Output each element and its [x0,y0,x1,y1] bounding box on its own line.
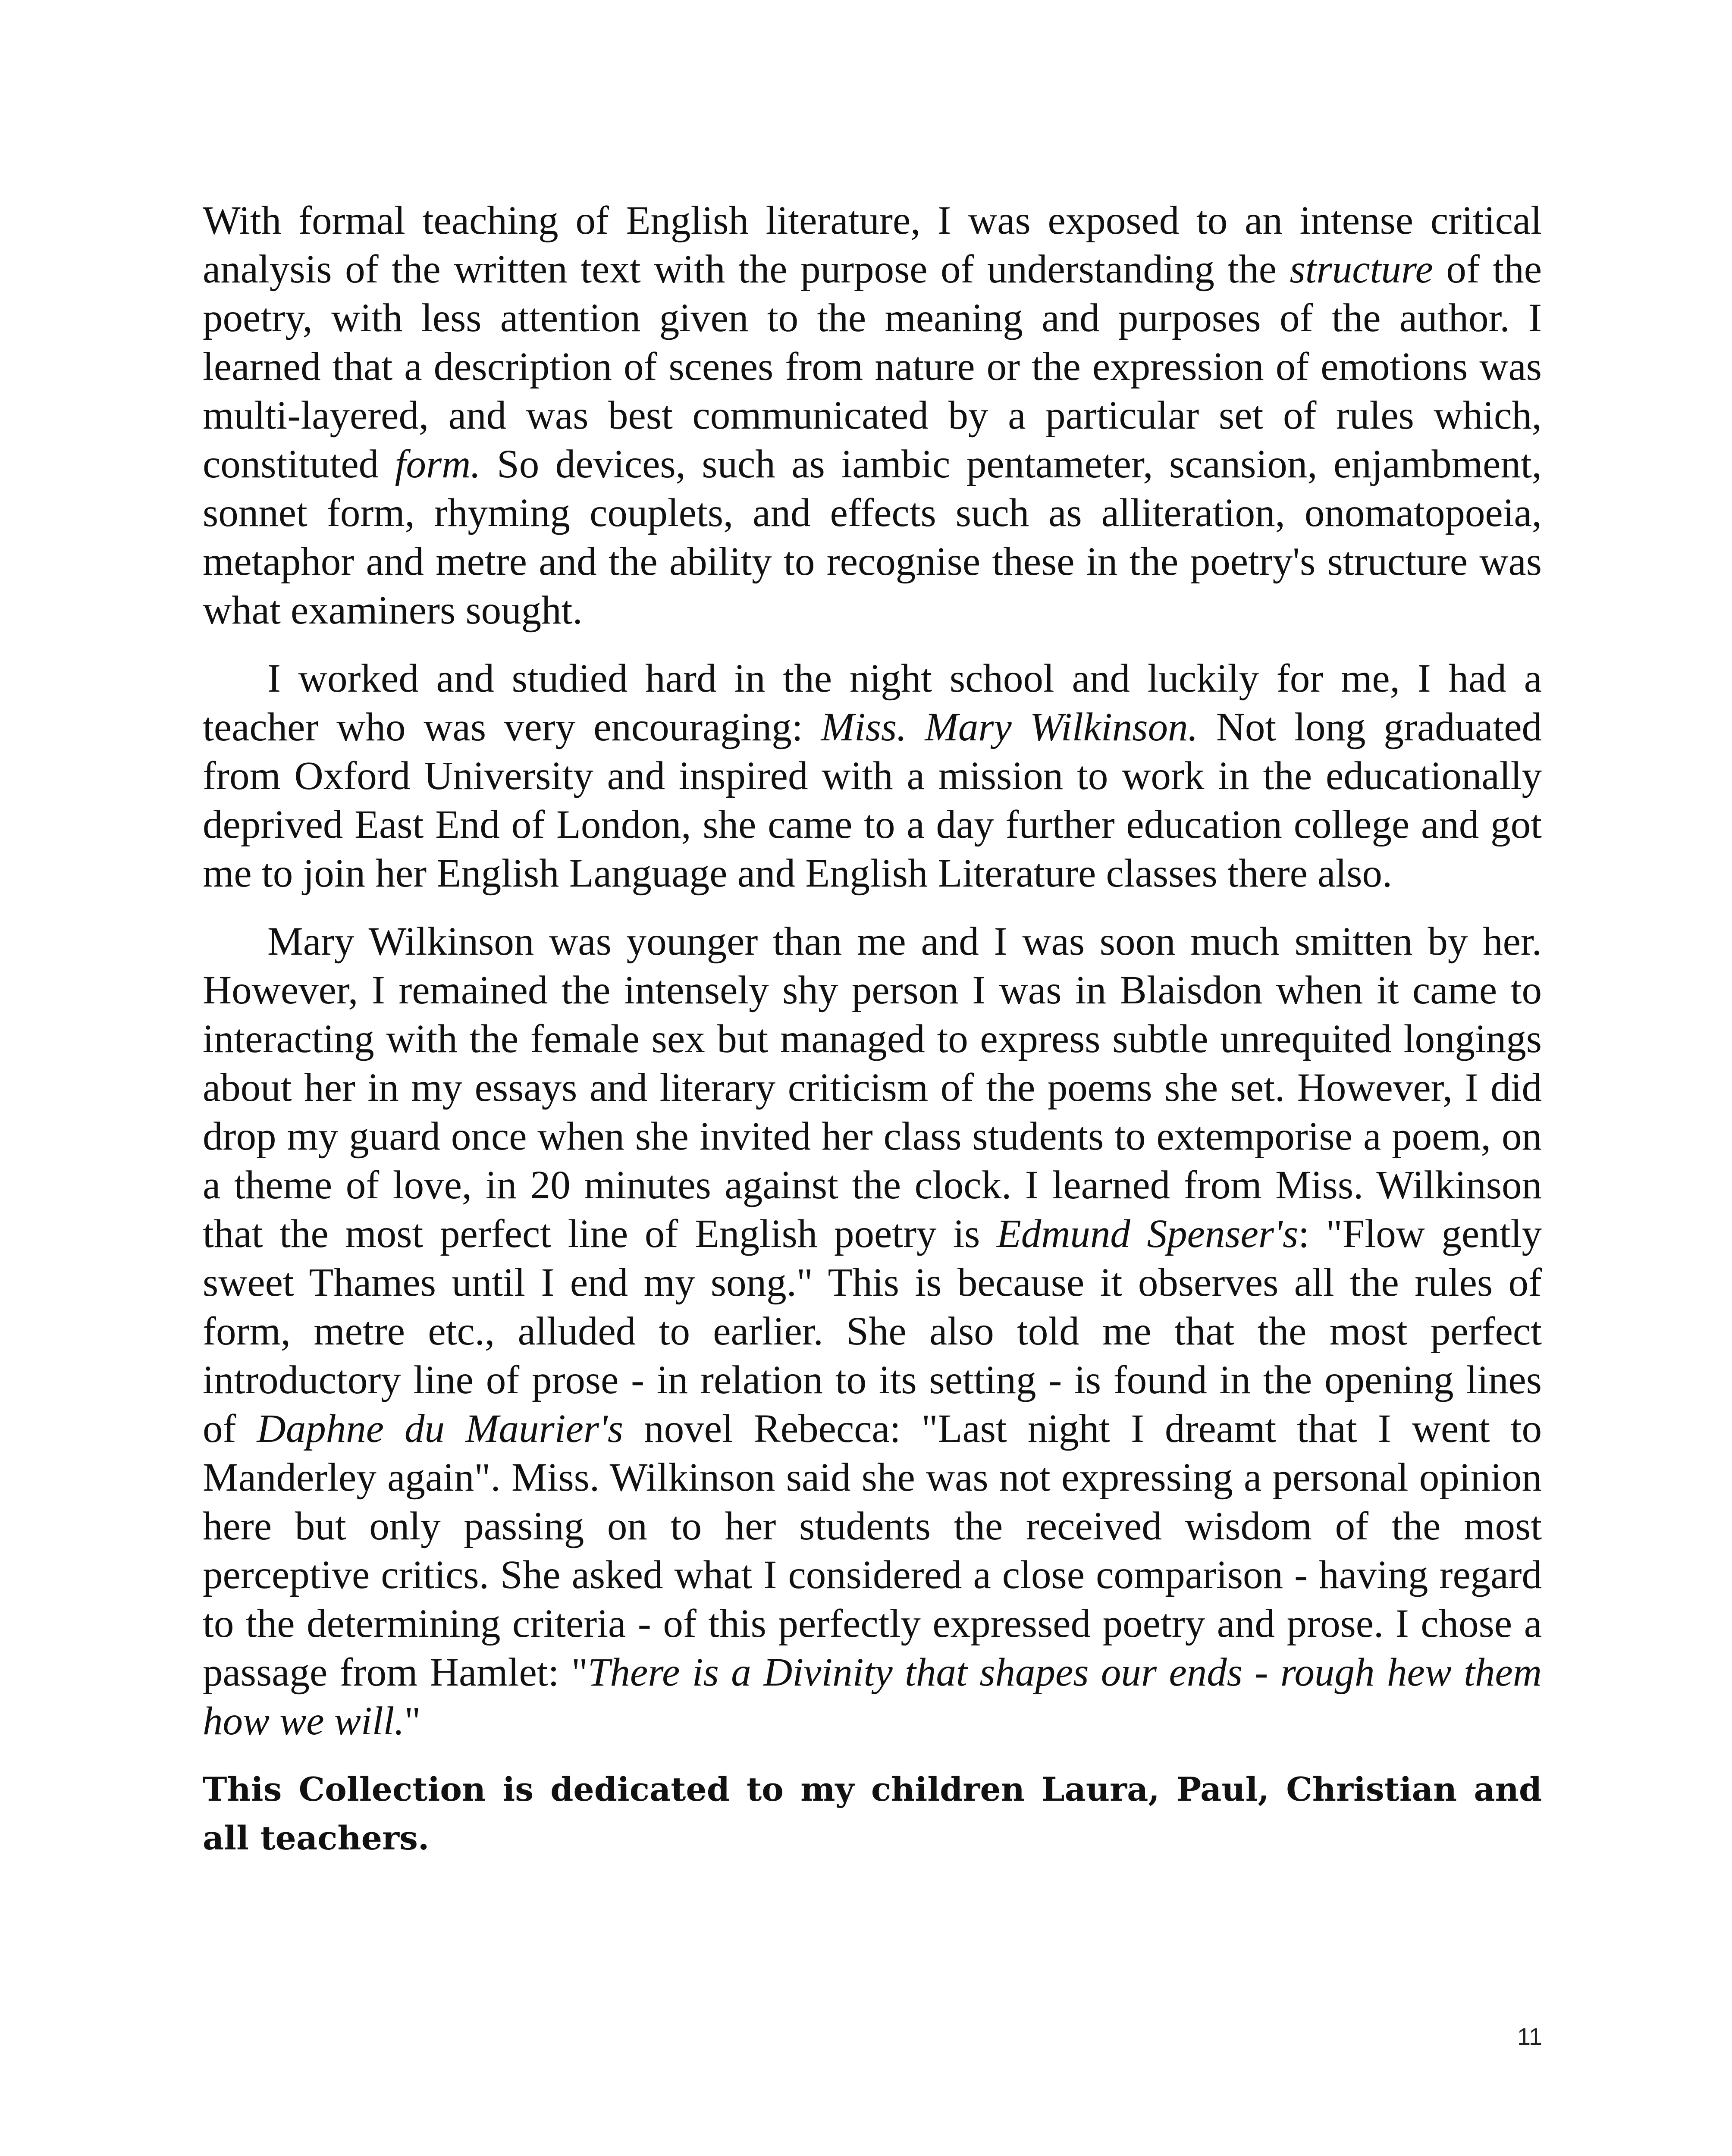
text-run: novel Rebecca: "Last night I dreamt that I went to Manderley again". Miss. Wilkinson said she was not expressing a personal opinion here but only passing on to her students the received wisdom of the most perceptive critics. She asked what I considered a close comparison - having regard to the determining criteria - of this perfectly expressed poetry and prose. I chose a passage from Hamlet: " [203,1407,1542,1695]
paragraph [203,654,1542,898]
text-run: With formal teaching of English literature, I was exposed to an intense critical analysis of the written text with the purpose of understanding the [203,198,1542,291]
italic-text: Edmund Spenser's [996,1212,1299,1256]
text-run: I worked and studied hard in the night school and luckily for me, I had a teacher who was very encouraging: [203,656,1542,749]
page-number: 11 [1517,2023,1542,2050]
italic-text: Daphne du Maurier's [257,1407,624,1451]
text-run: of the poetry, with less attention given to the meaning and purposes of the author. I learned that a description of scenes from nature or the expression of emotions was multi-layered, and was best communicated by a particular set of rules which, constituted [203,247,1542,486]
italic-text: form. [395,442,481,486]
paragraph [203,917,1542,1745]
text-run: " [404,1699,421,1743]
text-run: Mary Wilkinson was younger than me and I was soon much smitten by her. However, I remained the intensely shy person I was in Blaisdon when it came to interacting with the female sex but managed to express subtle unrequited longings about her in my essays and literary criticism of the poems she set. However, I did drop my guard once when she invited her class students to extemporise a poem, on a theme of love, in 20 minutes against the clock. I learned from Miss. Wilkinson that the most perfect line of English poetry is [203,919,1542,1256]
italic-text: Miss. Mary Wilkinson. [821,705,1198,749]
body-text [203,196,1542,1745]
text-run: : "Flow gently sweet Thames until I end my song." This is because it observes all the rules of form, metre etc., alluded to earlier. She also told me that the most perfect introductory line of prose - in relation to its setting - is found in the opening lines of [203,1212,1542,1451]
paragraph [203,196,1542,635]
text-run: Not long graduated from Oxford University and inspired with a mission to work in the educationally deprived East End of London, she came to a day further education college and got me to join her English Language and English Literature classes there also. [203,705,1542,896]
italic-text: structure [1290,247,1433,291]
page-body [203,196,1542,1862]
dedication: This Collection is dedicated to my children Laura, Paul, Christian and all teachers. [203,1770,1542,1857]
text-run: So devices, such as iambic pentameter, scansion, enjambment, sonnet form, rhyming couplets, and effects such as alliteration, onomatopoeia, metaphor and metre and the ability to recognise these in the poetry's structure was what examiners sought. [203,442,1542,633]
italic-text: There is a Divinity that shapes our ends - rough hew them how we will. [203,1650,1542,1743]
